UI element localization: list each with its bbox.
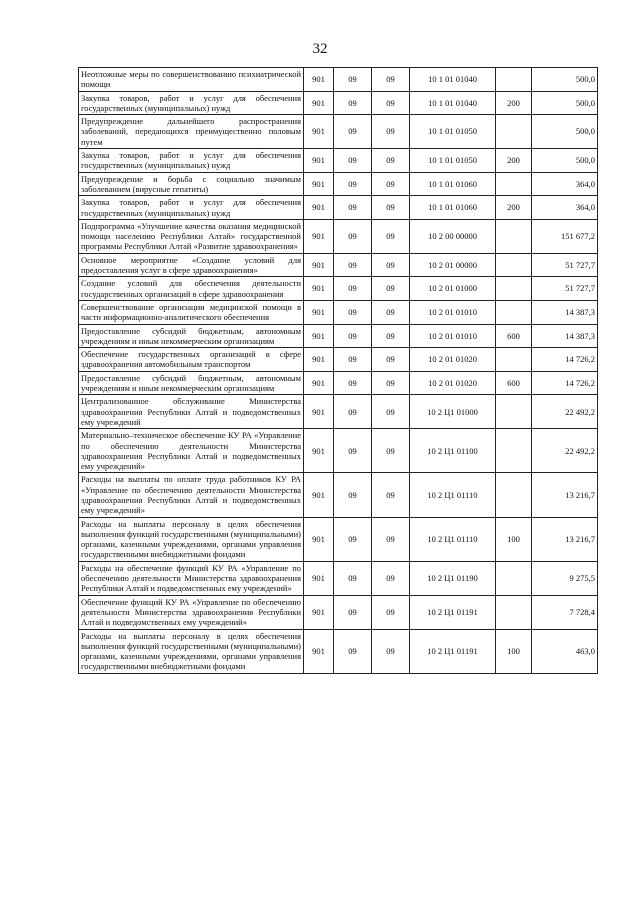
subsection-code-cell: 09 <box>372 429 410 473</box>
expense-type-cell: 100 <box>496 517 532 561</box>
expense-type-cell: 100 <box>496 629 532 673</box>
ministry-code-cell: 901 <box>304 429 334 473</box>
table-row <box>79 595 598 629</box>
section-code-cell: 09 <box>334 68 372 92</box>
amount-cell: 14 387,3 <box>532 324 598 348</box>
expense-name-cell: Закупка товаров, работ и услуг для обеспечения государственных (муниципальных) нужд <box>79 149 304 173</box>
ministry-code-cell: 901 <box>304 371 334 395</box>
subsection-code-cell: 09 <box>372 395 410 429</box>
subsection-code-cell: 09 <box>372 517 410 561</box>
ministry-code-cell: 901 <box>304 277 334 301</box>
subsection-code-cell: 09 <box>372 115 410 149</box>
ministry-code-cell: 901 <box>304 149 334 173</box>
subsection-code-cell: 09 <box>372 561 410 595</box>
subsection-code-cell: 09 <box>372 371 410 395</box>
table-row <box>79 253 598 277</box>
target-article-cell: 10 2 Ц1 01190 <box>410 561 496 595</box>
expense-type-cell <box>496 348 532 372</box>
subsection-code-cell: 09 <box>372 348 410 372</box>
table-row <box>79 429 598 473</box>
target-article-cell: 10 2 Ц1 01110 <box>410 517 496 561</box>
amount-cell: 364,0 <box>532 196 598 220</box>
ministry-code-cell: 901 <box>304 561 334 595</box>
target-article-cell: 10 1 01 01060 <box>410 172 496 196</box>
section-code-cell: 09 <box>334 172 372 196</box>
section-code-cell: 09 <box>334 371 372 395</box>
amount-cell: 13 216,7 <box>532 517 598 561</box>
ministry-code-cell: 901 <box>304 324 334 348</box>
target-article-cell: 10 2 Ц1 01191 <box>410 629 496 673</box>
ministry-code-cell: 901 <box>304 473 334 517</box>
subsection-code-cell: 09 <box>372 196 410 220</box>
target-article-cell: 10 2 Ц1 01110 <box>410 473 496 517</box>
expense-type-cell <box>496 561 532 595</box>
expense-name-cell: Расходы на выплаты персоналу в целях обеспечения выполнения функций государственными (муниципальными) органами, казенными учреждениями, органами управления государственными внебюджетными фондами <box>79 629 304 673</box>
section-code-cell: 09 <box>334 595 372 629</box>
table-row <box>79 395 598 429</box>
budget-table-body <box>79 68 598 674</box>
ministry-code-cell: 901 <box>304 300 334 324</box>
expense-name-cell: Подпрограмма «Улучшение качества оказания медицинской помощи населению Республики Алтай» государственной программы Республики Алтай «Развитие здравоохранения» <box>79 219 304 253</box>
table-row <box>79 348 598 372</box>
section-code-cell: 09 <box>334 429 372 473</box>
table-row <box>79 371 598 395</box>
amount-cell: 9 275,5 <box>532 561 598 595</box>
expense-type-cell <box>496 219 532 253</box>
target-article-cell: 10 1 01 01050 <box>410 115 496 149</box>
amount-cell: 14 726,2 <box>532 371 598 395</box>
ministry-code-cell: 901 <box>304 395 334 429</box>
target-article-cell: 10 2 Ц1 01100 <box>410 429 496 473</box>
target-article-cell: 10 2 01 01010 <box>410 324 496 348</box>
section-code-cell: 09 <box>334 324 372 348</box>
subsection-code-cell: 09 <box>372 149 410 173</box>
subsection-code-cell: 09 <box>372 172 410 196</box>
expense-name-cell: Неотложные меры по совершенствованию психиатрической помощи <box>79 68 304 92</box>
expense-type-cell <box>496 172 532 196</box>
amount-cell: 13 216,7 <box>532 473 598 517</box>
expense-name-cell: Закупка товаров, работ и услуг для обеспечения государственных (муниципальных) нужд <box>79 91 304 115</box>
table-row <box>79 517 598 561</box>
target-article-cell: 10 1 01 01040 <box>410 68 496 92</box>
budget-table <box>78 67 598 674</box>
subsection-code-cell: 09 <box>372 324 410 348</box>
amount-cell: 22 492,2 <box>532 429 598 473</box>
amount-cell: 7 728,4 <box>532 595 598 629</box>
subsection-code-cell: 09 <box>372 91 410 115</box>
expense-type-cell <box>496 253 532 277</box>
table-row <box>79 68 598 92</box>
expense-type-cell: 600 <box>496 324 532 348</box>
target-article-cell: 10 2 01 01000 <box>410 277 496 301</box>
target-article-cell: 10 2 01 01020 <box>410 348 496 372</box>
subsection-code-cell: 09 <box>372 473 410 517</box>
table-row <box>79 91 598 115</box>
expense-type-cell <box>496 595 532 629</box>
subsection-code-cell: 09 <box>372 219 410 253</box>
expense-name-cell: Расходы на выплаты персоналу в целях обеспечения выполнения функций государственными (муниципальными) органами, казенными учреждениями, органами управления государственными внебюджетными фондами <box>79 517 304 561</box>
target-article-cell: 10 1 01 01050 <box>410 149 496 173</box>
amount-cell: 500,0 <box>532 91 598 115</box>
target-article-cell: 10 2 01 01010 <box>410 300 496 324</box>
ministry-code-cell: 901 <box>304 348 334 372</box>
expense-type-cell <box>496 300 532 324</box>
expense-type-cell <box>496 68 532 92</box>
table-row <box>79 561 598 595</box>
ministry-code-cell: 901 <box>304 517 334 561</box>
expense-name-cell: Создание условий для обеспечения деятельности государственных организаций в сфере здравоохранения <box>79 277 304 301</box>
expense-type-cell: 200 <box>496 149 532 173</box>
amount-cell: 500,0 <box>532 115 598 149</box>
ministry-code-cell: 901 <box>304 196 334 220</box>
expense-name-cell: Совершенствование организации медицинской помощи в части информационно-аналитического обеспечения <box>79 300 304 324</box>
subsection-code-cell: 09 <box>372 629 410 673</box>
table-row <box>79 149 598 173</box>
expense-name-cell: Предупреждение дальнейшего распространения заболеваний, передающихся преимущественно половым путем <box>79 115 304 149</box>
subsection-code-cell: 09 <box>372 300 410 324</box>
target-article-cell: 10 2 Ц1 01191 <box>410 595 496 629</box>
ministry-code-cell: 901 <box>304 115 334 149</box>
table-row <box>79 300 598 324</box>
table-row <box>79 172 598 196</box>
amount-cell: 500,0 <box>532 68 598 92</box>
section-code-cell: 09 <box>334 300 372 324</box>
table-row <box>79 219 598 253</box>
target-article-cell: 10 2 01 01020 <box>410 371 496 395</box>
section-code-cell: 09 <box>334 91 372 115</box>
target-article-cell: 10 1 01 01060 <box>410 196 496 220</box>
expense-type-cell <box>496 277 532 301</box>
expense-name-cell: Обеспечение функций КУ РА «Управление по обеспечению деятельности Министерства здравоохранения Республики Алтай и подведомственных ему учреждений» <box>79 595 304 629</box>
ministry-code-cell: 901 <box>304 595 334 629</box>
section-code-cell: 09 <box>334 253 372 277</box>
section-code-cell: 09 <box>334 629 372 673</box>
subsection-code-cell: 09 <box>372 68 410 92</box>
expense-name-cell: Основное мероприятие «Создание условий для предоставления услуг в сфере здравоохранения» <box>79 253 304 277</box>
section-code-cell: 09 <box>334 561 372 595</box>
section-code-cell: 09 <box>334 348 372 372</box>
ministry-code-cell: 901 <box>304 253 334 277</box>
target-article-cell: 10 2 00 00000 <box>410 219 496 253</box>
target-article-cell: 10 2 01 00000 <box>410 253 496 277</box>
subsection-code-cell: 09 <box>372 595 410 629</box>
expense-name-cell: Централизованное обслуживание Министерства здравоохранения Республики Алтай и подведомственных ему учреждений <box>79 395 304 429</box>
section-code-cell: 09 <box>334 473 372 517</box>
section-code-cell: 09 <box>334 395 372 429</box>
expense-name-cell: Расходы на обеспечение функций КУ РА «Управление по обеспечению деятельности Министерства здравоохранения Республики Алтай и подведомственных ему учреждений» <box>79 561 304 595</box>
amount-cell: 51 727,7 <box>532 253 598 277</box>
section-code-cell: 09 <box>334 196 372 220</box>
expense-type-cell: 600 <box>496 371 532 395</box>
expense-name-cell: Предоставление субсидий бюджетным, автономным учреждениям и иным некоммерческим организациям <box>79 324 304 348</box>
expense-type-cell <box>496 115 532 149</box>
ministry-code-cell: 901 <box>304 172 334 196</box>
expense-type-cell: 200 <box>496 196 532 220</box>
amount-cell: 51 727,7 <box>532 277 598 301</box>
amount-cell: 22 492,2 <box>532 395 598 429</box>
table-row <box>79 115 598 149</box>
expense-name-cell: Закупка товаров, работ и услуг для обеспечения государственных (муниципальных) нужд <box>79 196 304 220</box>
expense-name-cell: Предупреждение и борьба с социально значимым заболеванием (вирусные гепатиты) <box>79 172 304 196</box>
table-row <box>79 277 598 301</box>
expense-name-cell: Расходы на выплаты по оплате труда работников КУ РА «Управление по обеспечению деятельности Министерства здравоохранения Республики Алтай и подведомственных ему учреждений» <box>79 473 304 517</box>
expense-name-cell: Обеспечение государственных организаций в сфере здравоохранения автомобильным транспортом <box>79 348 304 372</box>
ministry-code-cell: 901 <box>304 91 334 115</box>
ministry-code-cell: 901 <box>304 68 334 92</box>
subsection-code-cell: 09 <box>372 253 410 277</box>
amount-cell: 364,0 <box>532 172 598 196</box>
section-code-cell: 09 <box>334 149 372 173</box>
section-code-cell: 09 <box>334 517 372 561</box>
section-code-cell: 09 <box>334 277 372 301</box>
table-row <box>79 196 598 220</box>
target-article-cell: 10 2 Ц1 01000 <box>410 395 496 429</box>
table-row <box>79 473 598 517</box>
page-number: 32 <box>312 41 328 57</box>
expense-type-cell <box>496 395 532 429</box>
amount-cell: 14 726,2 <box>532 348 598 372</box>
table-row <box>79 324 598 348</box>
ministry-code-cell: 901 <box>304 219 334 253</box>
amount-cell: 463,0 <box>532 629 598 673</box>
subsection-code-cell: 09 <box>372 277 410 301</box>
target-article-cell: 10 1 01 01040 <box>410 91 496 115</box>
expense-name-cell: Предоставление субсидий бюджетным, автономным учреждениям и иным некоммерческим организациям <box>79 371 304 395</box>
table-row <box>79 629 598 673</box>
expense-name-cell: Материально–техническое обеспечение КУ РА «Управление по обеспечению деятельности Министерства здравоохранения Республики Алтай и подведомственных ему учреждений» <box>79 429 304 473</box>
expense-type-cell <box>496 429 532 473</box>
section-code-cell: 09 <box>334 115 372 149</box>
expense-type-cell <box>496 473 532 517</box>
amount-cell: 151 677,2 <box>532 219 598 253</box>
amount-cell: 500,0 <box>532 149 598 173</box>
section-code-cell: 09 <box>334 219 372 253</box>
ministry-code-cell: 901 <box>304 629 334 673</box>
amount-cell: 14 387,3 <box>532 300 598 324</box>
expense-type-cell: 200 <box>496 91 532 115</box>
